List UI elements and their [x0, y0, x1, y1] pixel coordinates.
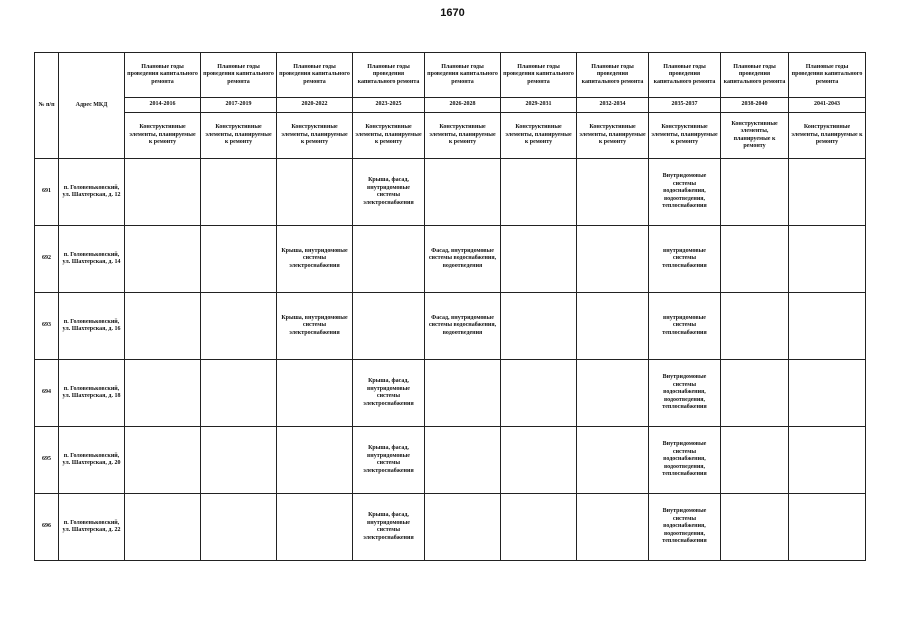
table-row: [35, 226, 866, 293]
repair-elements-cell: [501, 159, 577, 226]
row-address: п. Головеньковский, ул. Шахтерская, д. 20: [59, 427, 125, 494]
table-row: [35, 159, 866, 226]
repair-elements-cell: [501, 293, 577, 360]
repair-elements-cell: [125, 159, 201, 226]
repair-elements-cell: [789, 427, 866, 494]
repair-elements-cell: [125, 226, 201, 293]
elements-header: Конструктивные элементы, планируемые к ремонту: [721, 113, 789, 159]
repair-elements-cell: [425, 159, 501, 226]
period-header-label: Плановые годы проведения капитального ремонта: [353, 53, 425, 98]
row-number: 695: [35, 427, 59, 494]
table-row: [35, 360, 866, 427]
period-header-label: Плановые годы проведения капитального ремонта: [277, 53, 353, 98]
repair-elements-cell: [501, 427, 577, 494]
period-header-label: Плановые годы проведения капитального ремонта: [201, 53, 277, 98]
repair-elements-cell: [277, 159, 353, 226]
repair-elements-cell: Фасад, внутридомовые системы водоснабжения, водоотведения: [425, 293, 501, 360]
repair-elements-cell: [577, 159, 649, 226]
table-body: [35, 159, 866, 561]
period-years: 2035-2037: [649, 98, 721, 113]
repair-elements-cell: внутридомовые системы теплоснабжения: [649, 226, 721, 293]
row-address: п. Головеньковский, ул. Шахтерская, д. 22: [59, 494, 125, 561]
elements-header: Конструктивные элементы, планируемые к ремонту: [353, 113, 425, 159]
table-header: [35, 53, 866, 159]
row-number: 692: [35, 226, 59, 293]
column-header-number: № п/п: [35, 53, 59, 159]
period-header-label: Плановые годы проведения капитального ремонта: [789, 53, 866, 98]
repair-elements-cell: [201, 360, 277, 427]
repair-elements-cell: Внутридомовые системы водоснабжения, водоотведения, теплоснабжения: [649, 360, 721, 427]
repair-elements-cell: [789, 494, 866, 561]
repair-elements-cell: [201, 427, 277, 494]
repair-elements-cell: [125, 427, 201, 494]
repair-elements-cell: [277, 494, 353, 561]
period-years: 2014-2016: [125, 98, 201, 113]
repair-elements-cell: [577, 360, 649, 427]
elements-header: Конструктивные элементы, планируемые к ремонту: [649, 113, 721, 159]
elements-header: Конструктивные элементы, планируемые к ремонту: [789, 113, 866, 159]
repair-elements-cell: Фасад, внутридомовые системы водоснабжения, водоотведения: [425, 226, 501, 293]
table-row: [35, 494, 866, 561]
repair-elements-cell: [201, 159, 277, 226]
repair-elements-cell: [721, 226, 789, 293]
row-number: 696: [35, 494, 59, 561]
header-row-period-label: [35, 53, 866, 98]
repair-elements-cell: [201, 293, 277, 360]
elements-header: Конструктивные элементы, планируемые к ремонту: [501, 113, 577, 159]
repair-elements-cell: Внутридомовые системы водоснабжения, водоотведения, теплоснабжения: [649, 427, 721, 494]
period-years: 2029-2031: [501, 98, 577, 113]
repair-elements-cell: [789, 159, 866, 226]
elements-header: Конструктивные элементы, планируемые к ремонту: [125, 113, 201, 159]
period-years: 2020-2022: [277, 98, 353, 113]
period-header-label: Плановые годы проведения капитального ремонта: [501, 53, 577, 98]
period-years: 2017-2019: [201, 98, 277, 113]
column-header-address: Адрес МКД: [59, 53, 125, 159]
period-years: 2032-2034: [577, 98, 649, 113]
period-years: 2026-2028: [425, 98, 501, 113]
repair-elements-cell: [577, 293, 649, 360]
repair-elements-cell: [577, 226, 649, 293]
period-years: 2038-2040: [721, 98, 789, 113]
repair-elements-cell: Крыша, фасад, внутридомовые системы электроснабжения: [353, 427, 425, 494]
repair-elements-cell: [721, 293, 789, 360]
repair-elements-cell: [277, 427, 353, 494]
repair-elements-cell: Крыша, фасад, внутридомовые системы электроснабжения: [353, 159, 425, 226]
row-address: п. Головеньковский, ул. Шахтерская, д. 16: [59, 293, 125, 360]
repair-elements-cell: [425, 427, 501, 494]
repair-elements-cell: Внутридомовые системы водоснабжения, водоотведения, теплоснабжения: [649, 159, 721, 226]
row-number: 691: [35, 159, 59, 226]
repair-elements-cell: [277, 360, 353, 427]
repair-elements-cell: [789, 293, 866, 360]
repair-elements-cell: [201, 494, 277, 561]
period-years: 2041-2043: [789, 98, 866, 113]
repair-elements-cell: [577, 494, 649, 561]
repair-elements-cell: [353, 226, 425, 293]
elements-header: Конструктивные элементы, планируемые к ремонту: [577, 113, 649, 159]
repair-elements-cell: [353, 293, 425, 360]
repair-elements-cell: [425, 494, 501, 561]
period-header-label: Плановые годы проведения капитального ремонта: [125, 53, 201, 98]
repair-elements-cell: [425, 360, 501, 427]
period-header-label: Плановые годы проведения капитального ремонта: [577, 53, 649, 98]
repair-schedule-table: [34, 52, 866, 561]
period-header-label: Плановые годы проведения капитального ремонта: [721, 53, 789, 98]
repair-elements-cell: Крыша, внутридомовые системы электроснабжения: [277, 226, 353, 293]
repair-elements-cell: [125, 293, 201, 360]
repair-elements-cell: Крыша, фасад, внутридомовые системы электроснабжения: [353, 494, 425, 561]
row-address: п. Головеньковский, ул. Шахтерская, д. 14: [59, 226, 125, 293]
header-row-years: [35, 98, 866, 113]
repair-elements-cell: [721, 159, 789, 226]
repair-elements-cell: [721, 494, 789, 561]
elements-header: Конструктивные элементы, планируемые к ремонту: [425, 113, 501, 159]
row-number: 694: [35, 360, 59, 427]
period-header-label: Плановые годы проведения капитального ремонта: [425, 53, 501, 98]
header-row-elements: [35, 113, 866, 159]
repair-elements-cell: [125, 494, 201, 561]
table-row: [35, 427, 866, 494]
row-number: 693: [35, 293, 59, 360]
repair-elements-cell: [577, 427, 649, 494]
period-years: 2023-2025: [353, 98, 425, 113]
row-address: п. Головеньковский, ул. Шахтерская, д. 12: [59, 159, 125, 226]
repair-elements-cell: [501, 226, 577, 293]
elements-header: Конструктивные элементы, планируемые к ремонту: [201, 113, 277, 159]
repair-elements-cell: [125, 360, 201, 427]
repair-elements-cell: Крыша, внутридомовые системы электроснабжения: [277, 293, 353, 360]
repair-elements-cell: [789, 360, 866, 427]
repair-elements-cell: [201, 226, 277, 293]
page-number: 1670: [440, 7, 465, 19]
elements-header: Конструктивные элементы, планируемые к ремонту: [277, 113, 353, 159]
repair-elements-cell: внутридомовые системы теплоснабжения: [649, 293, 721, 360]
repair-elements-cell: Внутридомовые системы водоснабжения, водоотведения, теплоснабжения: [649, 494, 721, 561]
repair-elements-cell: [721, 427, 789, 494]
repair-elements-cell: [501, 360, 577, 427]
repair-elements-cell: [789, 226, 866, 293]
repair-elements-cell: Крыша, фасад, внутридомовые системы электроснабжения: [353, 360, 425, 427]
repair-elements-cell: [721, 360, 789, 427]
repair-elements-cell: [501, 494, 577, 561]
row-address: п. Головеньковский, ул. Шахтерская, д. 18: [59, 360, 125, 427]
table-row: [35, 293, 866, 360]
period-header-label: Плановые годы проведения капитального ремонта: [649, 53, 721, 98]
